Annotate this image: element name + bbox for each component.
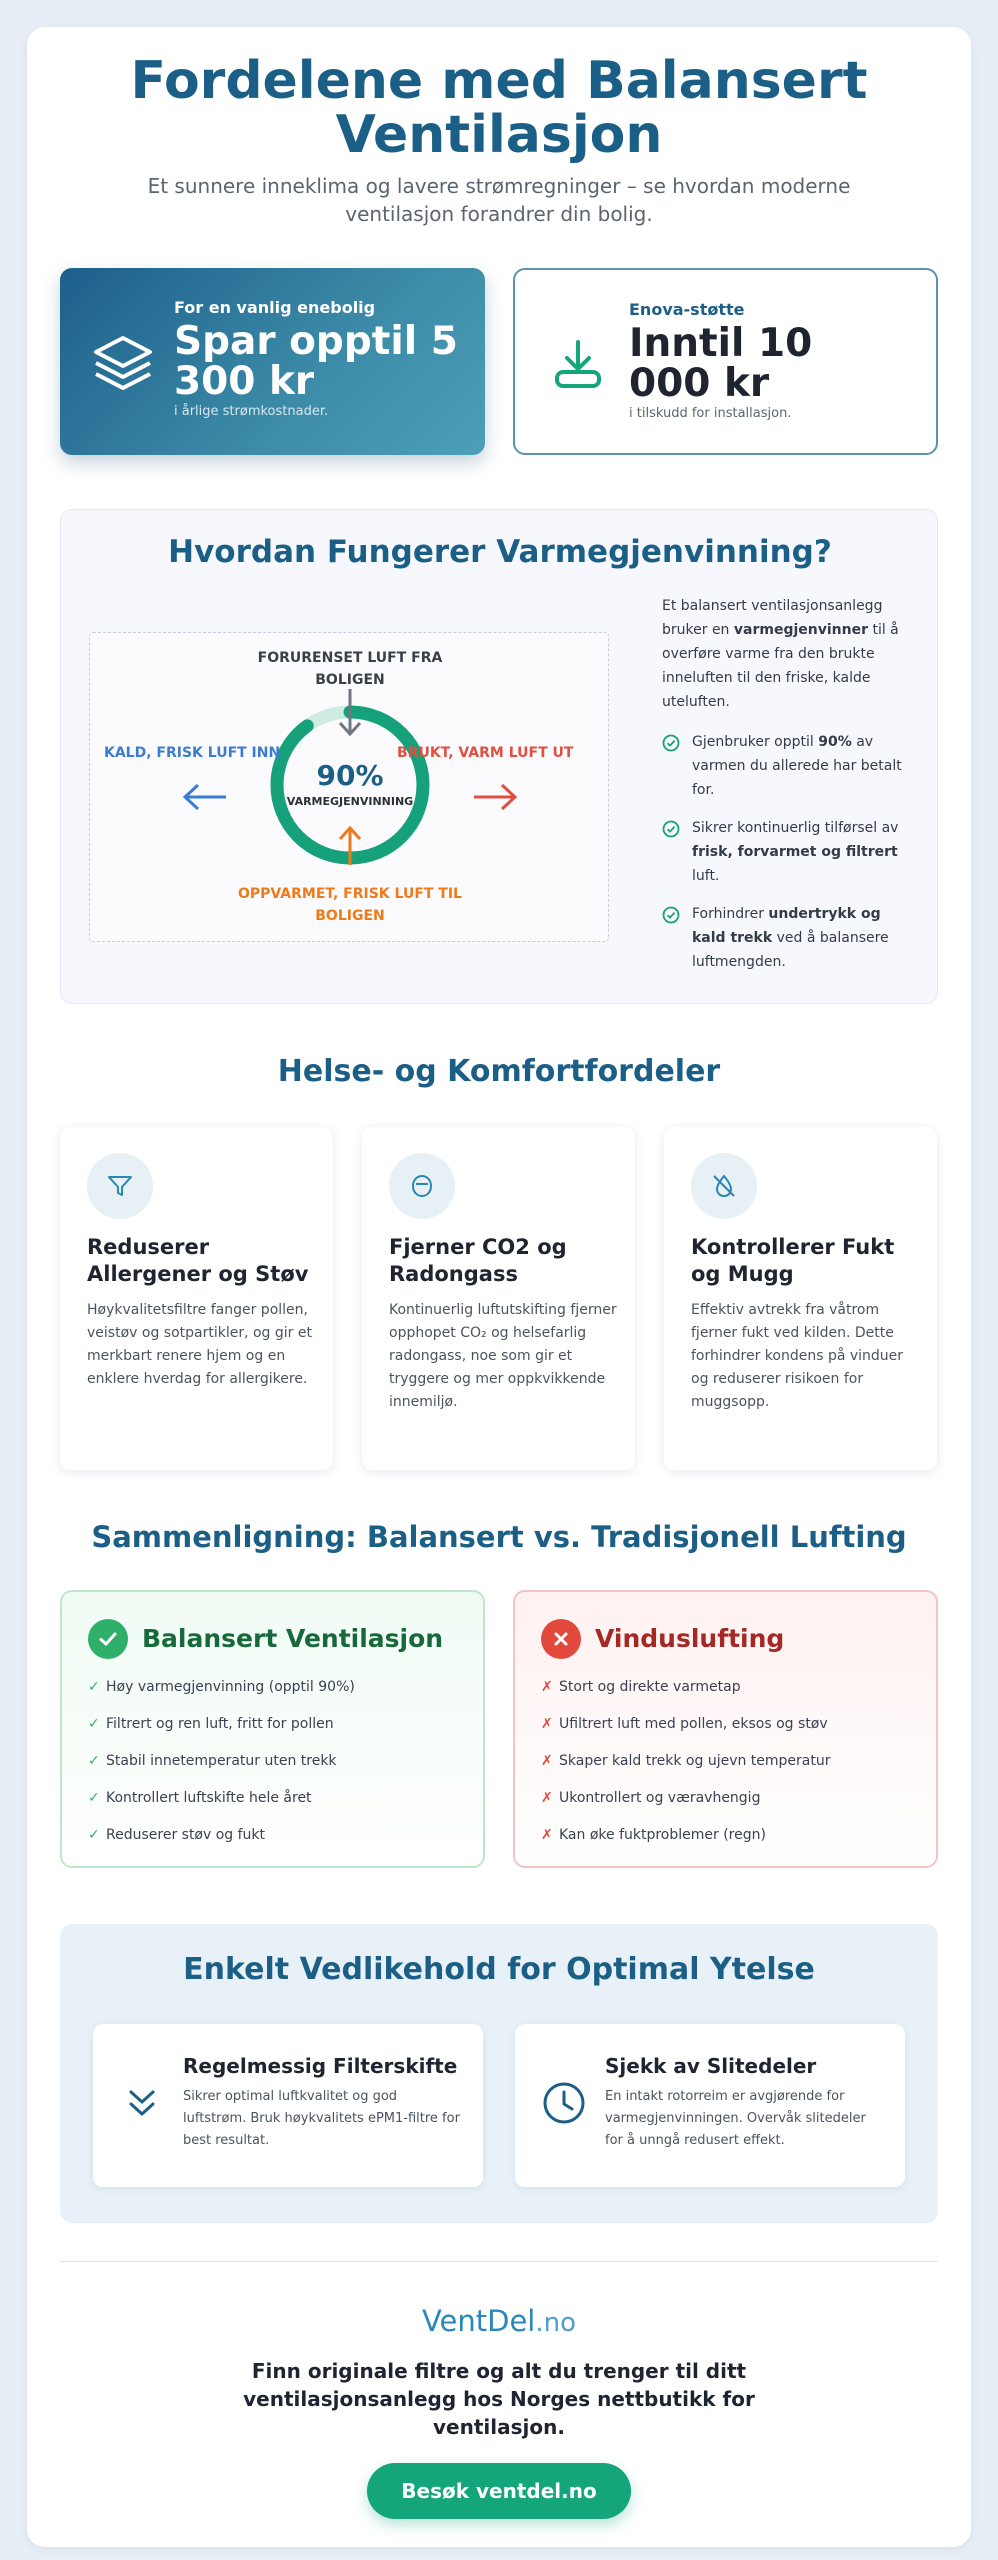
arrow-right-icon [474, 785, 515, 809]
benefit-list [662, 730, 912, 974]
list-item: Sikrer kontinuerlig tilførsel av frisk, forvarmet og filtrert luft. [662, 816, 912, 888]
health-card-co2 [362, 1127, 635, 1470]
card-text: Sikrer optimal luftkvalitet og god luftstrøm. Bruk høykvalitets ePM1-filtre for best resultat. [183, 2089, 460, 2148]
arrow-left-icon [185, 785, 226, 809]
page-title: Fordelene med Balansert Ventilasjon [130, 51, 868, 165]
health-card-allergens [60, 1127, 333, 1470]
comparison-title: Balansert Ventilasjon [142, 1624, 444, 1653]
label-heated-air: OPPVARMET, FRISK LUFT TIL BOLIGEN [238, 886, 462, 924]
health-card-moisture [664, 1127, 937, 1470]
comparison-window [513, 1590, 938, 1868]
list-item: ✗ Ufiltrert luft med pollen, eksos og støv [541, 1716, 828, 1732]
label-cold-air-in: KALD, FRISK LUFT INN [104, 745, 281, 761]
list-item: ✓ Stabil innetemperatur uten trekk [88, 1753, 337, 1769]
savings-value: Spar opptil 5 300 kr [174, 319, 458, 404]
maintenance-card-wear [515, 2024, 905, 2187]
card-title: Kontrollerer Fukt og Mugg [691, 1235, 895, 1286]
check-circle-icon [662, 734, 680, 752]
enova-value: Inntil 10 000 kr [629, 321, 813, 406]
close-icon [551, 1629, 571, 1649]
list-item: ✗ Ukontrollert og væravhengig [541, 1790, 761, 1806]
list-item: ✗ Kan øke fuktproblemer (regn) [541, 1827, 766, 1843]
enova-note: i tilskudd for installasjon. [629, 406, 792, 421]
list-item: ✓ Kontrollert luftskifte hele året [88, 1790, 312, 1806]
layers-icon [90, 330, 156, 396]
card-text: En intakt rotorreim er avgjørende for varmegjenvinningen. Overvåk slitedeler for å unngå redusert effekt. [605, 2089, 866, 2148]
check-circle-icon [662, 906, 680, 924]
heat-recovery-section [60, 509, 938, 1004]
download-tray-icon [545, 332, 611, 398]
list-item: ✓ Filtrert og ren luft, fritt for pollen [88, 1716, 334, 1732]
list-item: ✗ Stort og direkte varmetap [541, 1679, 741, 1695]
double-chevron-down-icon [119, 2080, 165, 2126]
list-item: ✗ Skaper kald trekk og ujevn temperatur [541, 1753, 831, 1769]
card-title: Reduserer Allergener og Støv [87, 1235, 309, 1286]
card-title: Fjerner CO2 og Radongass [389, 1235, 567, 1286]
clock-icon [541, 2080, 587, 2126]
shield-icon [408, 1172, 436, 1200]
visit-ventdel-button[interactable]: Besøk ventdel.no [367, 2463, 631, 2519]
comparison-title: Vinduslufting [595, 1624, 785, 1653]
filter-icon [106, 1172, 134, 1200]
recovery-caption: VARMEGJENVINNING [286, 795, 414, 808]
savings-eyebrow: For en vanlig enebolig [174, 298, 376, 317]
heat-recovery-intro: Et balansert ventilasjonsanlegg bruker en varmegjenvinner til å overføre varme fra den brukte inneluften til den friske, kalde uteluften. [662, 598, 899, 710]
comparison-balanced [60, 1590, 485, 1868]
savings-note: i årlige strømkostnader. [174, 404, 329, 419]
maintenance-card-filter [93, 2024, 483, 2187]
ventdel-logo[interactable]: VentDel.no [421, 2304, 577, 2338]
section-title-health: Helse- og Komfortfordeler [277, 1054, 721, 1089]
card-title: Regelmessig Filterskifte [183, 2054, 458, 2078]
card-text: Kontinuerlig luftutskifting fjerner opphopet CO₂ og helsefarlig radongass, noe som gir et tryggere og mer oppkvikkende innemiljø. [389, 1302, 617, 1410]
divider [60, 2261, 938, 2262]
card-title: Sjekk av Slitedeler [605, 2054, 817, 2078]
heat-recovery-diagram [89, 632, 609, 942]
list-item: Forhindrer undertrykk og kald trekk ved å balansere luftmengden. [662, 902, 912, 974]
list-item: ✓ Høy varmegjenvinning (opptil 90%) [88, 1679, 355, 1695]
section-title-maintenance: Enkelt Vedlikehold for Optimal Ytelse [183, 1952, 815, 1987]
maintenance-section [60, 1924, 938, 2223]
infographic-page [27, 27, 971, 2547]
comparison-list [541, 1678, 831, 1863]
list-item: ✓ Reduserer støv og fukt [88, 1827, 266, 1843]
savings-card [60, 268, 485, 455]
no-droplet-icon [710, 1172, 738, 1200]
label-polluted-air: FORURENSET LUFT FRA BOLIGEN [257, 650, 443, 688]
page-subtitle: Et sunnere inneklima og lavere strømregninger – se hvordan moderne ventilasjon forandrer din bolig. [147, 174, 851, 226]
list-item: Gjenbruker opptil 90% av varmen du allerede har betalt for. [662, 730, 912, 802]
card-text: Effektiv avtrekk fra våtrom fjerner fukt ved kilden. Dette forhindrer kondens på vinduer og reduserer risikoen for muggsopp. [691, 1302, 904, 1410]
section-title-comparison: Sammenligning: Balansert vs. Tradisjonell Lufting [91, 1520, 907, 1554]
check-icon [98, 1629, 118, 1649]
enova-card [513, 268, 938, 455]
section-title-heat-recovery: Hvordan Fungerer Varmegjenvinning? [168, 534, 832, 570]
card-text: Høykvalitetsfiltre fanger pollen, veistøv og sotpartikler, og gir et merkbart renere hjem og en enklere hverdag for allergikere. [87, 1302, 312, 1387]
comparison-list [88, 1678, 355, 1863]
heat-recovery-explanation [662, 594, 912, 988]
recovery-percent: 90% [316, 759, 384, 792]
check-circle-icon [662, 820, 680, 838]
enova-eyebrow: Enova-støtte [629, 300, 745, 319]
footer-text: Finn originale filtre og alt du trenger til ditt ventilasjonsanlegg hos Norges nettbutikk for ventilasjon. [243, 2359, 755, 2439]
label-warm-air-out: BRUKT, VARM LUFT UT [397, 745, 574, 761]
